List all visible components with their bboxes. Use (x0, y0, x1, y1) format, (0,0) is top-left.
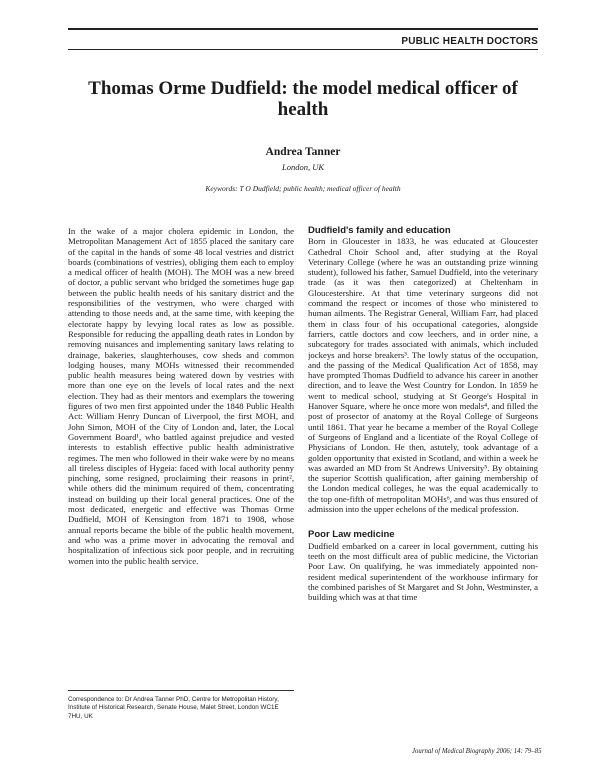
intro-paragraph: In the wake of a major cholera epidemic in London, the Metropolitan Management Act of 1855 placed the sanitary care of the capital in the hands of some 48 local vestries and district boards (combinations of vestries), obliging them each to employ a medical officer of health (MOH). The MOH was a new breed of doctor, a public servant who bridged the sometimes huge gap between the public health needs of his sanitary district and the responsibilities of the vestrymen, who were charged with attending to those needs and, at the same time, with keeping the electorate happy by levying local rates as low as possible. Responsible for reducing the appalling death rates in London by removing nuisances and implementing sanitary laws relating to drainage, bakeries, slaughterhouses, cow sheds and common lodging houses, many MOHs witnessed their recommended public health measures being watered down by vestries with more than one eye on the levels of local rates and the next election. They had as their mentors and exemplars the towering figures of two men first appointed under the 1848 Public Health Act: William Henry Duncan of Liverpool, the first MOH, and John Simon, MOH of the City of London and, later, the Local Government Board¹, who battled against prejudice and vested interests to establish effective public health administrative regimes. The men who followed in their wake were by no means all tireless disciples of Hygeia: faced with local authority penny pinching, some resigned, proclaiming their reasons in print², while others did the minimum required of them, concentrating instead on building up their local general practices. One of the most dedicated, energetic and effective was Thomas Orme Dudfield, MOH of Kensington from 1871 to 1908, whose annual reports became the bible of the public health movement, and who was a prime mover in advocating the removal and hospitalization of infectious sick poor people, and in recruiting women into the public health service. (68, 226, 294, 566)
poor-law-paragraph: Dudfield embarked on a career in local government, cutting his teeth on the most difficult area of public medicine, the Victorian Poor Law. On qualifying, he was immediately appointed non-resident medical superintendent of the workhouse infirmary for the combined parishes of St Margaret and St John, Westminster, a building which was at that time (308, 540, 538, 603)
section-label: PUBLIC HEALTH DOCTORS (401, 36, 538, 47)
keywords-line (68, 184, 538, 193)
header-rule-top (68, 28, 538, 30)
article-title: Thomas Orme Dudfield: the model medical officer of health (88, 78, 518, 120)
right-column (308, 226, 538, 760)
family-paragraph: Born in Gloucester in 1833, he was educated at Gloucester Cathedral Choir School and, after studying at the Royal Veterinary College (where he was an outstanding prize winning student), followed his father, Samuel Dudfield, into the veterinary trade (as it was then categorized) at Cheltenham in Gloucestershire. At that time veterinary surgeons did not command the respect or incomes of those who ministered to human ailments. The Registrar General, William Farr, had placed them in class four of his occupational categories, alongside farriers, cattle doctors and cow leechers, and in order nine, a subcategory for trades associated with animals, which included jockeys and horse breakers³. The lowly status of the occupation, and the passing of the Medical Qualification Act of 1858, may have prompted Thomas Dudfield to advance his career in another direction, and to leave the West Country for London. In 1859 he went to medical school, studying at St George's Hospital in Hanover Square, where he once more won medals⁴, and filled the post of prosector of anatomy at the Royal College of Surgeons until 1861. That year he became a member of the Royal College of Surgeons of England and a licentiate of the Royal College of Physicians of London. He then, astutely, took advantage of a golden opportunity that existed in Scotland, and within a week he was awarded an MD from St Andrews University⁵. By obtaining the superior Scottish qualification, after gaining membership of the London medical colleges, he was the equal academically to the top one-fifth of metropolitan MOHs⁶, and was thus ensured of admission into the upper echelons of the medical profession. (308, 236, 538, 515)
section-heading-family: Dudfield's family and education (308, 226, 451, 236)
author-affiliation: London, UK (281, 162, 325, 172)
keywords-label: Keywords: (205, 184, 238, 193)
journal-citation: Journal of Medical Biography 2006; 14: 79–85 (412, 748, 542, 755)
section-heading-poor-law: Poor Law medicine (308, 529, 395, 541)
footnote-rule (68, 690, 294, 691)
author-name: Andrea Tanner (265, 146, 341, 158)
header-rule-bottom (68, 49, 538, 50)
left-column (68, 226, 294, 684)
correspondence-note: Correspondence to: Dr Andrea Tanner PhD, Centre for Metropolitan History, Institute of Historical Research, Senate House, Malet Street, London WC1E 7HU, UK (68, 696, 279, 720)
keywords-text: T O Dudfield; public health; medical officer of health (239, 184, 401, 193)
